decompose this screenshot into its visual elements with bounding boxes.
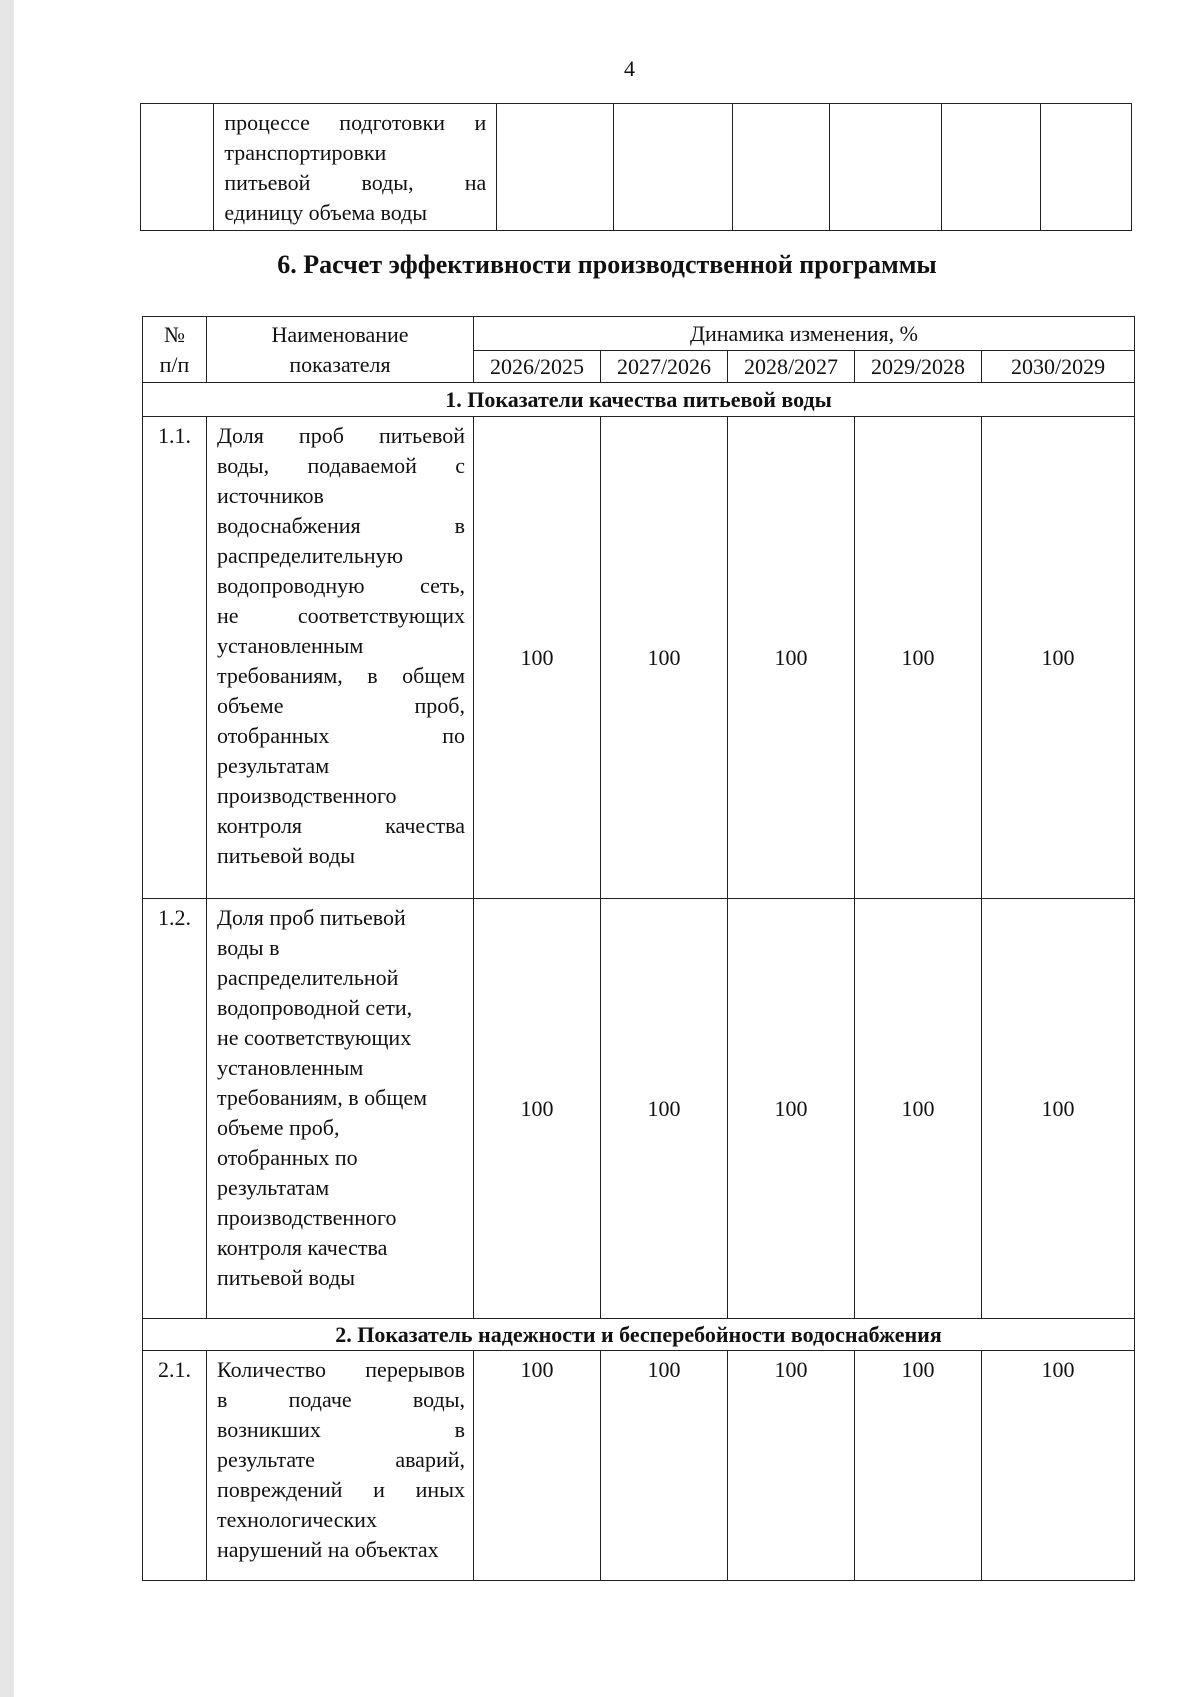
table-row: [141, 104, 1132, 231]
row-indicator-name: Количество перерывов в подаче воды, возникших в результате аварий, повреждений и иных технологических нарушений на объектах: [207, 1351, 474, 1581]
header-year: 2029/2028: [855, 351, 982, 383]
page-number: 4: [624, 56, 635, 81]
group-row: [143, 1319, 1135, 1351]
table-row: [143, 417, 1135, 899]
group-title: 1. Показатели качества питьевой воды: [143, 383, 1135, 417]
table-row: [143, 1351, 1135, 1581]
row-indicator-name: Доля проб питьевой воды, подаваемой с источников водоснабжения в распределительную водопроводную сеть, не соответствующих установленным требованиям, в общем объеме проб, отобранных по результатам производственного контроля качества питьевой воды: [207, 417, 474, 899]
row-value: 100: [982, 899, 1135, 1319]
row-value: 100: [728, 1351, 855, 1581]
header-row: [143, 317, 1135, 351]
section-title: 6. Расчет эффективности производственной программы: [277, 250, 937, 279]
row-num: 1.1.: [143, 417, 207, 899]
row-value: 100: [601, 417, 728, 899]
row-value: 100: [601, 899, 728, 1319]
header-year: 2030/2029: [982, 351, 1135, 383]
row-value: 100: [855, 1351, 982, 1581]
header-dynamics: Динамика изменения, %: [474, 317, 1135, 351]
header-year: 2028/2027: [728, 351, 855, 383]
row-value: 100: [474, 417, 601, 899]
efficiency-table: [142, 316, 1135, 1581]
row-value: 100: [474, 1351, 601, 1581]
cell-empty: [732, 104, 829, 231]
row-value: 100: [855, 899, 982, 1319]
row-value: 100: [982, 1351, 1135, 1581]
group-row: [143, 383, 1135, 417]
table-row: [143, 899, 1135, 1319]
row-value: 100: [601, 1351, 728, 1581]
continuation-table: [140, 103, 1132, 231]
header-name: Наименование показателя: [207, 317, 474, 383]
header-num: № п/п: [143, 317, 207, 383]
row-value: 100: [982, 417, 1135, 899]
row-num: 2.1.: [143, 1351, 207, 1581]
cell-empty: [141, 104, 214, 231]
row-indicator-name: Доля проб питьевой воды в распределительной водопроводной сети, не соответствующих установленным требованиям, в общем объеме проб, отобранных по результатам производственного контроля качества питьевой воды: [207, 899, 474, 1319]
cell-empty: [613, 104, 732, 231]
group-title: 2. Показатель надежности и бесперебойности водоснабжения: [143, 1319, 1135, 1351]
cell-empty: [829, 104, 941, 231]
row-value: 100: [855, 417, 982, 899]
row-value: 100: [474, 899, 601, 1319]
header-year: 2027/2026: [601, 351, 728, 383]
header-year: 2026/2025: [474, 351, 601, 383]
row-value: 100: [728, 417, 855, 899]
row-num: 1.2.: [143, 899, 207, 1319]
cell-empty: [941, 104, 1040, 231]
cell-empty: [1041, 104, 1132, 231]
cell-empty: [497, 104, 614, 231]
document-page: [14, 0, 1200, 1697]
cell-indicator-name: процессе подготовки и транспортировки питьевой воды, на единицу объема воды: [214, 104, 497, 231]
row-value: 100: [728, 899, 855, 1319]
